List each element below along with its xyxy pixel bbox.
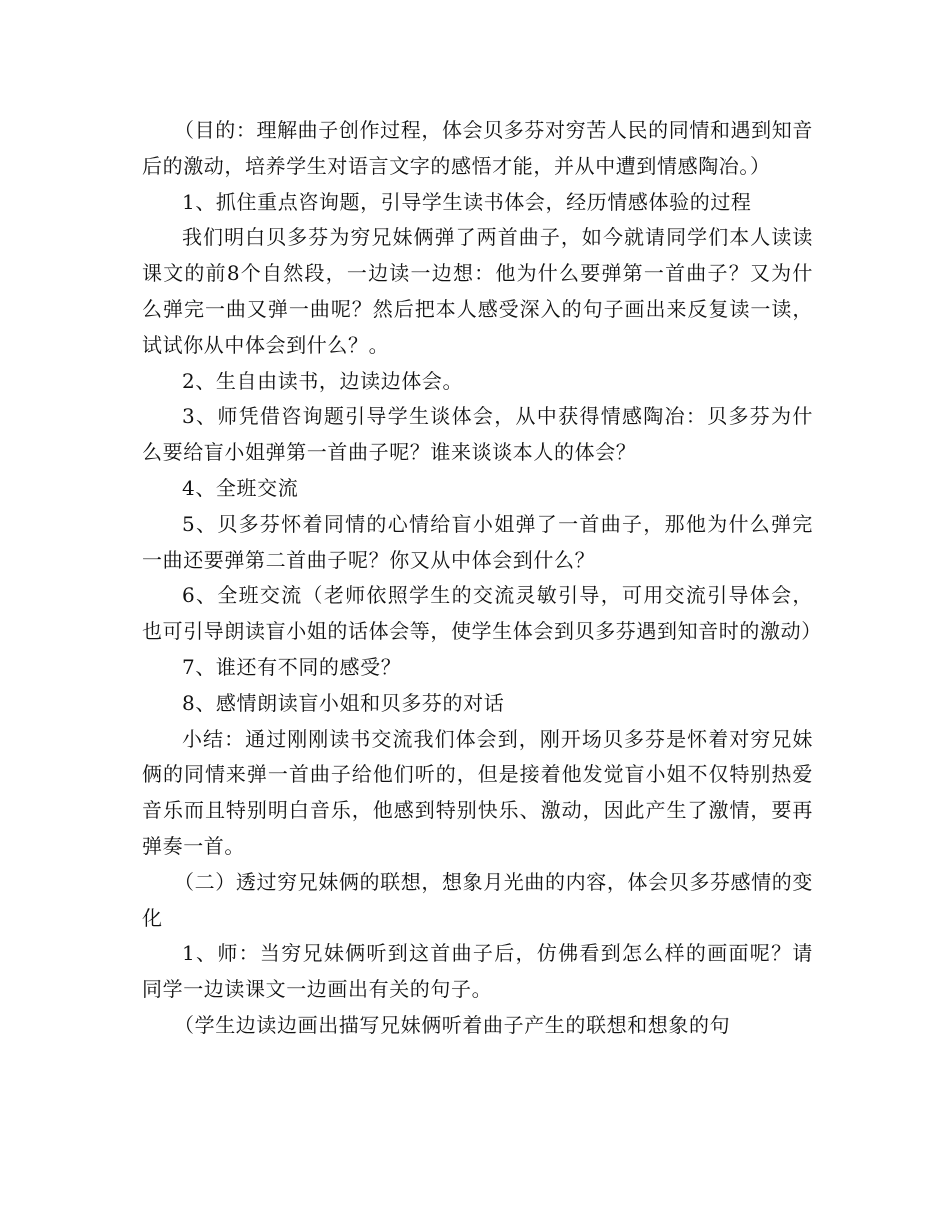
- paragraph-step-1: 1、抓住重点咨询题，引导学生读书体会，经历情感体验的过程: [182, 189, 752, 214]
- paragraph-step-2: 2、生自由读书，边读边体会。: [182, 368, 464, 393]
- paragraph-step-7: 7、谁还有不同的感受？: [182, 654, 402, 679]
- paragraph-purpose: （目的：理解曲子创作过程，体会贝多芬对穷苦人民的同情和遇到知音后的激动，培养学生对语言文字的感悟才能，并从中遭到情感陶冶。）: [142, 118, 813, 178]
- paragraph-step-4: 4、全班交流: [182, 475, 299, 500]
- paragraph-summary: 小结：通过刚刚读书交流我们体会到，刚开场贝多芬是怀着对穷兄妹俩的同情来弹一首曲子给他们听的，但是接着他发觉盲小姐不仅特别热爱音乐而且特别明白音乐，他感到特别快乐、激动，因此产生了激情，要再弹奏一首。: [142, 726, 813, 858]
- paragraph-step-8: 8、感情朗读盲小姐和贝多芬的对话: [182, 690, 505, 715]
- document-page: [142, 113, 822, 1044]
- paragraph-instructions: 我们明白贝多芬为穷兄妹俩弹了两首曲子，如今就请同学们本人读读课文的前8个自然段，一边读一边想：他为什么要弹第一首曲子？又为什么弹完一曲又弹一曲呢？然后把本人感受深入的句子画出来反复读一读，试试你从中体会到什么？。: [142, 225, 813, 357]
- paragraph-step-5: 5、贝多芬怀着同情的心情给盲小姐弹了一首曲子，那他为什么弹完一曲还要弹第二首曲子呢？你又从中体会到什么？: [142, 511, 813, 572]
- paragraph-teacher-question: 1、师：当穷兄妹俩听到这首曲子后，仿佛看到怎么样的画面呢？请同学一边读课文一边画出有关的句子。: [142, 941, 813, 1002]
- paragraph-section-2: （二）透过穷兄妹俩的联想，想象月光曲的内容，体会贝多芬感情的变化: [142, 869, 813, 930]
- paragraph-step-3: 3、师凭借咨询题引导学生谈体会，从中获得情感陶冶：贝多芬为什么要给盲小姐弹第一首曲子呢？谁来谈谈本人的体会？: [142, 404, 813, 465]
- paragraph-step-6: 6、全班交流（老师依照学生的交流灵敏引导，可用交流引导体会，也可引导朗读盲小姐的话体会等，使学生体会到贝多芬遇到知音时的激动）: [142, 583, 822, 644]
- paragraph-student-activity: （学生边读边画出描写兄妹俩听着曲子产生的联想和想象的句: [174, 1012, 731, 1037]
